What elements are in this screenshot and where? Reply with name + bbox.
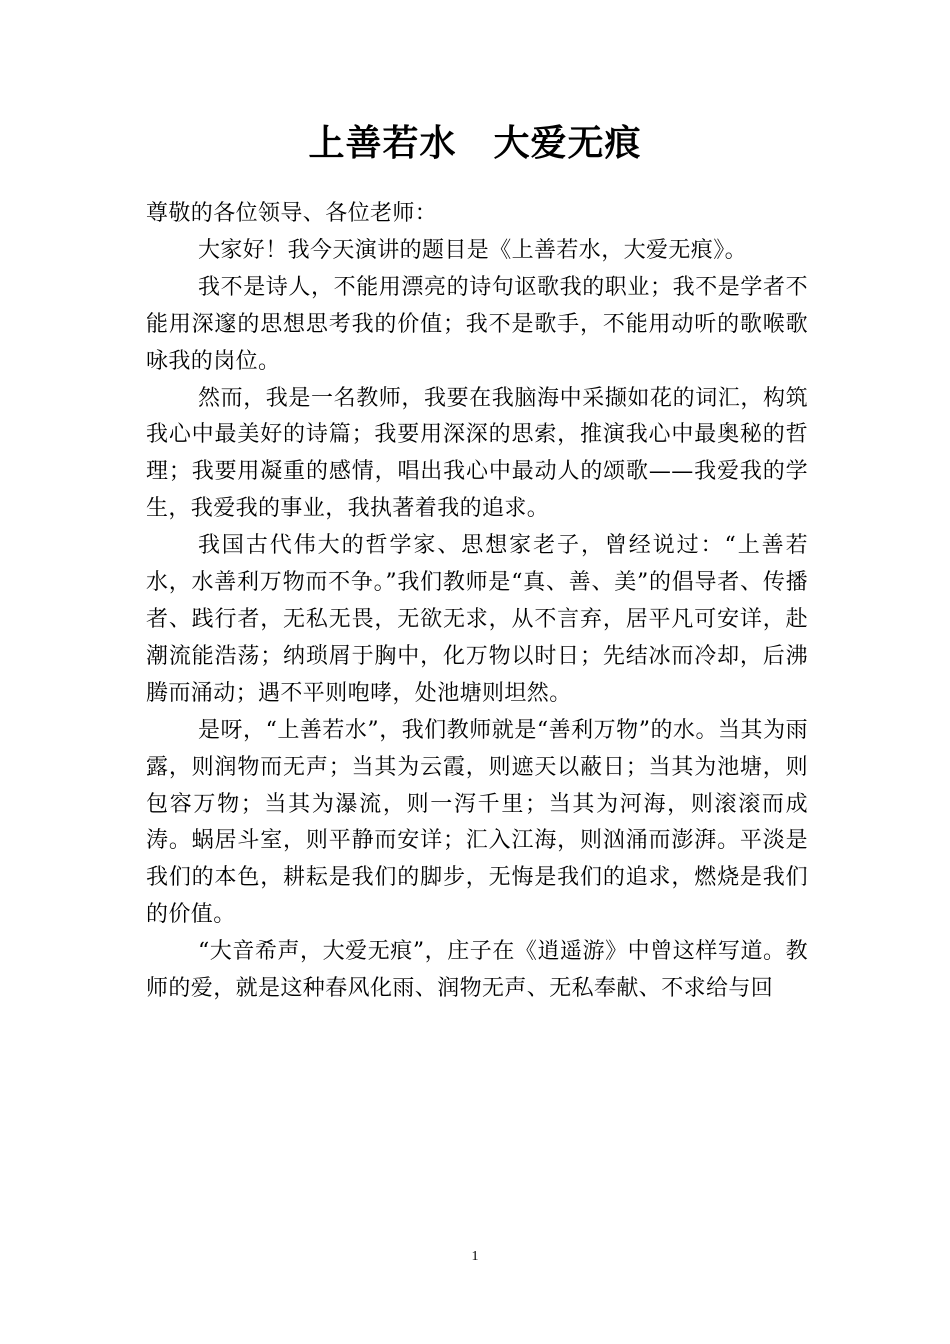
- paragraph-laozi-quote: 我国古代伟大的哲学家、思想家老子，曾经说过：“上善若水，水善利万物而不争。”我们教师是“真、善、美”的倡导者、传播者、践行者，无私无畏，无欲无求，从不言弃，居平凡可安详，赴潮流能浩荡；纳琐屑于胸中，化万物以时日；先结冰而冷却，后沸腾而涌动；遇不平则咆哮，处池塘则坦然。: [146, 533, 808, 706]
- salutation: 尊敬的各位领导、各位老师：: [146, 201, 438, 226]
- page-number: 1: [471, 1249, 479, 1264]
- document-body: [146, 196, 808, 1008]
- paragraph-i-am-teacher: 然而，我是一名教师，我要在我脑海中采撷如花的词汇，构筑我心中最美好的诗篇；我要用深深的思索，推演我心中最奥秘的哲理；我要用凝重的感情，唱出我心中最动人的颂歌——我爱我的学生，我爱我的事业，我执著着我的追求。: [146, 385, 808, 522]
- paragraph-water-metaphor: 是呀，“上善若水”，我们教师就是“善利万物”的水。当其为雨露，则润物而无声；当其为云霞，则遮天以蔽日；当其为池塘，则包容万物；当其为瀑流，则一泻千里；当其为河海，则滚滚而成涛。蜗居斗室，则平静而安详；汇入江海，则汹涌而澎湃。平淡是我们的本色，耕耘是我们的脚步，无悔是我们的追求，燃烧是我们的价值。: [146, 717, 808, 928]
- document-title: 上善若水 大爱无痕: [308, 122, 642, 164]
- paragraph-zhuangzi-quote: “大音希声，大爱无痕”，庄子在《逍遥游》中曾这样写道。教师的爱，就是这种春风化雨、润物无声、无私奉献、不求给与回: [146, 939, 808, 1002]
- paragraph-greeting: 大家好！我今天演讲的题目是《上善若水，大爱无痕》。: [198, 237, 748, 263]
- paragraph-not-poet: 我不是诗人，不能用漂亮的诗句讴歌我的职业；我不是学者不能用深邃的思想思考我的价值；我不是歌手，不能用动听的歌喉歌咏我的岗位。: [146, 274, 808, 374]
